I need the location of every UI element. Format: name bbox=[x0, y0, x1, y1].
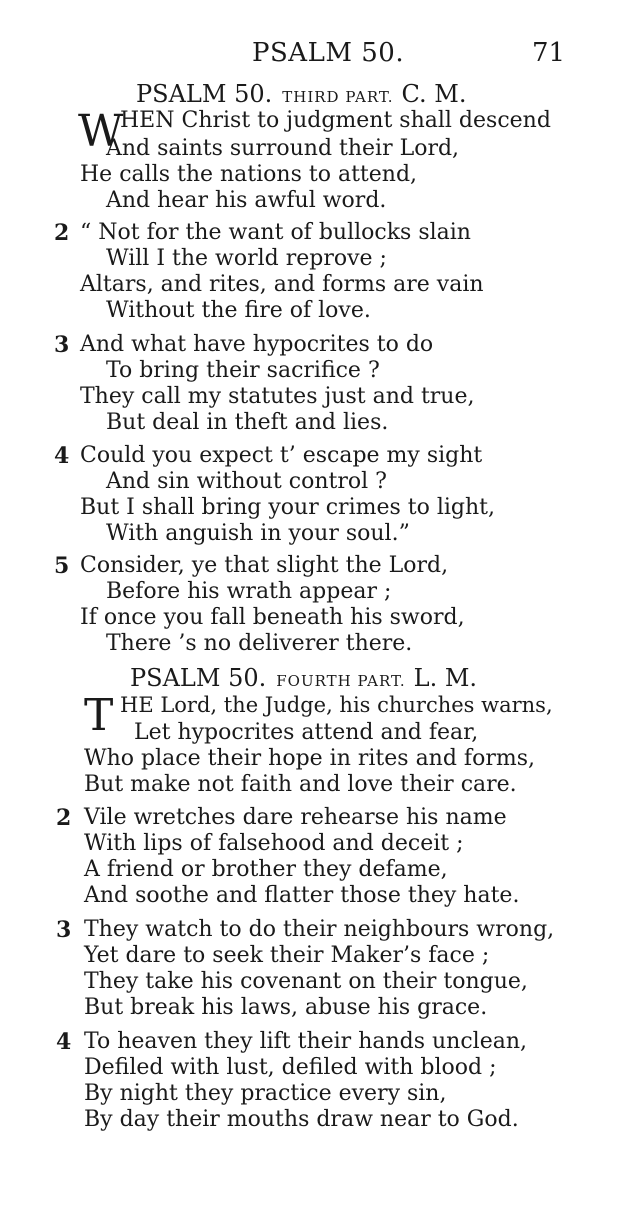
verse-line: “ Not for the want of bullocks slain bbox=[80, 220, 471, 245]
verse-line: But deal in theft and lies. bbox=[106, 410, 389, 435]
psalm-label: PSALM 50. bbox=[136, 80, 273, 108]
verse-line: With lips of falsehood and deceit ; bbox=[84, 831, 464, 856]
verse-line: Without the fire of love. bbox=[106, 298, 371, 323]
verse-line: And soothe and flatter those they hate. bbox=[84, 883, 520, 908]
stanza-number: 2 bbox=[56, 805, 72, 831]
verse-line: By day their mouths draw near to God. bbox=[84, 1107, 519, 1132]
verse-line: Could you expect t’ escape my sight bbox=[80, 443, 483, 468]
verse-line: To heaven they lift their hands unclean, bbox=[84, 1029, 528, 1054]
stanza-number: 2 bbox=[54, 220, 70, 246]
meter-label: L. M. bbox=[413, 664, 478, 692]
verse-line: There ’s no deliverer there. bbox=[106, 631, 413, 656]
verse-line: They call my statutes just and true, bbox=[80, 384, 475, 409]
page-number: 71 bbox=[532, 38, 566, 68]
verse-line: And saints surround their Lord, bbox=[106, 136, 460, 161]
verse-line: HEN Christ to judgment shall descend bbox=[120, 108, 551, 133]
drop-cap: T bbox=[84, 690, 114, 741]
verse-line: Before his wrath appear ; bbox=[106, 579, 392, 604]
verse-line: And sin without control ? bbox=[106, 469, 387, 494]
section-heading bbox=[130, 664, 477, 692]
verse-line: They watch to do their neighbours wrong, bbox=[84, 917, 555, 942]
verse-line: A friend or brother they defame, bbox=[84, 857, 448, 882]
verse-line: He calls the nations to attend, bbox=[80, 162, 418, 187]
stanza-number: 3 bbox=[56, 917, 72, 943]
verse-line: Let hypocrites attend and fear, bbox=[134, 720, 479, 745]
verse-line: They take his covenant on their tongue, bbox=[84, 969, 528, 994]
verse-line: Altars, and rites, and forms are vain bbox=[80, 272, 484, 297]
verse-line: But break his laws, abuse his grace. bbox=[84, 995, 488, 1020]
verse-line: But make not faith and love their care. bbox=[84, 772, 517, 797]
verse-line: To bring their sacrifice ? bbox=[106, 358, 380, 383]
verse-line: With anguish in your soul.” bbox=[106, 521, 410, 546]
stanza-number: 4 bbox=[54, 443, 70, 469]
verse-line: If once you fall beneath his sword, bbox=[80, 605, 465, 630]
verse-line: Consider, ye that slight the Lord, bbox=[80, 553, 449, 578]
verse-line: HE Lord, the Judge, his churches warns, bbox=[120, 693, 553, 717]
verse-line: By night they practice every sin, bbox=[84, 1081, 447, 1106]
psalm-label: PSALM 50. bbox=[130, 664, 267, 692]
stanza-number: 3 bbox=[54, 332, 70, 358]
verse-line: Will I the world reprove ; bbox=[106, 246, 387, 271]
running-header-title: PSALM 50. bbox=[252, 38, 405, 68]
part-label: THIRD PART. bbox=[282, 88, 394, 106]
section-heading bbox=[136, 80, 466, 108]
verse-line: And hear his awful word. bbox=[106, 188, 387, 213]
meter-label: C. M. bbox=[401, 80, 467, 108]
verse-line: Defiled with lust, defiled with blood ; bbox=[84, 1055, 497, 1080]
drop-cap: W bbox=[78, 106, 124, 157]
stanza-number: 5 bbox=[54, 553, 70, 579]
part-label: FOURTH PART. bbox=[276, 672, 406, 690]
verse-line: And what have hypocrites to do bbox=[80, 332, 434, 357]
verse-line: Who place their hope in rites and forms, bbox=[84, 746, 535, 771]
stanza-number: 4 bbox=[56, 1029, 72, 1055]
verse-line: Vile wretches dare rehearse his name bbox=[84, 805, 507, 830]
verse-line: Yet dare to seek their Maker’s face ; bbox=[84, 943, 490, 968]
verse-line: But I shall bring your crimes to light, bbox=[80, 495, 496, 520]
